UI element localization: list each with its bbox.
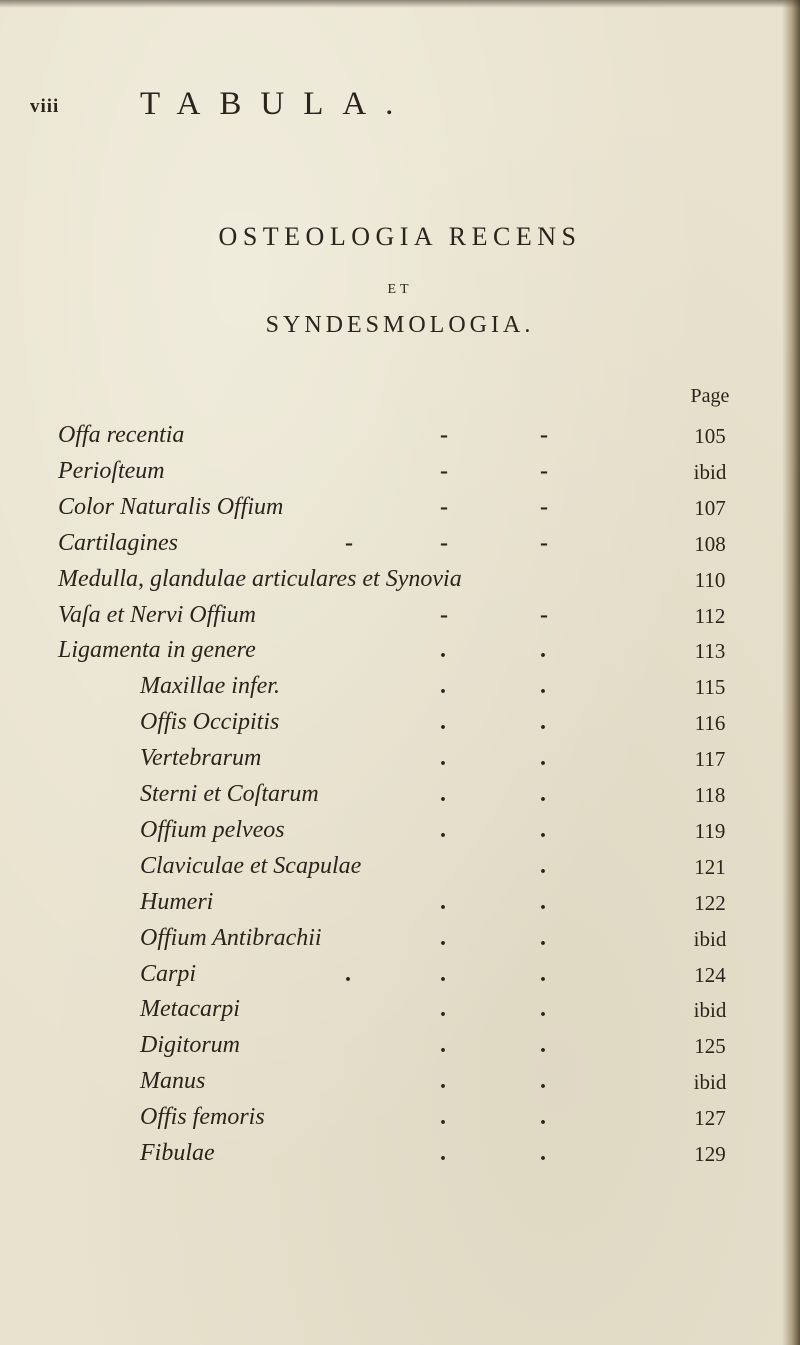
toc-leader-mark: . — [540, 816, 546, 843]
toc-leader-mark: . — [540, 996, 546, 1023]
toc-row — [0, 889, 800, 925]
toc-leader-mark: . — [540, 745, 546, 772]
toc-page-number: 125 — [694, 1034, 726, 1059]
toc-row — [0, 637, 800, 673]
toc-page-number: 110 — [694, 567, 726, 592]
toc-entry-title: Carpi — [140, 960, 197, 987]
toc-row — [0, 709, 800, 745]
toc-page-number: ibid — [693, 926, 727, 951]
toc-row — [0, 925, 800, 961]
toc-entry-title: Medulla, glandulae articulares et Synovia — [58, 565, 462, 592]
toc-leader-mark: . — [540, 637, 546, 664]
toc-leader-mark: . — [440, 1032, 446, 1059]
toc-entry-title: Offis femoris — [140, 1104, 265, 1131]
toc-leader-mark: - — [540, 422, 548, 448]
toc-leader-mark: . — [540, 1032, 546, 1059]
section-title-conjunction: ET — [387, 282, 413, 297]
toc-entry-title: Fibulae — [140, 1140, 215, 1166]
toc-entry-title: Vertebrarum — [140, 745, 262, 772]
toc-leader-mark: . — [540, 709, 546, 736]
toc-page-number: 127 — [694, 1106, 726, 1131]
toc-leader-mark: . — [440, 673, 446, 700]
toc-row — [0, 1140, 800, 1176]
toc-page-number: 124 — [694, 962, 726, 987]
toc-leader-mark: . — [540, 781, 546, 807]
toc-page-number: 107 — [694, 495, 726, 520]
toc-row — [0, 422, 800, 458]
toc-leader-mark: - — [440, 457, 448, 484]
toc-leader-mark: . — [440, 1068, 446, 1095]
toc-page-number: 119 — [694, 818, 726, 843]
toc-leader-mark: . — [540, 1068, 546, 1095]
toc-leader-mark: - — [345, 529, 353, 556]
toc-leader-mark: . — [540, 1104, 546, 1131]
toc-page-number: 112 — [694, 603, 726, 628]
running-head: TABULA. — [140, 86, 413, 122]
toc-row — [0, 1032, 800, 1068]
toc-leader-mark: - — [440, 493, 448, 520]
toc-entry-title: Perioſteum — [58, 457, 165, 484]
toc-row — [0, 745, 800, 781]
toc-row — [0, 458, 800, 494]
toc-entry-title: Claviculae et Scapulae — [140, 852, 362, 879]
toc-leader-mark: . — [440, 996, 446, 1023]
toc-entry-title: Manus — [140, 1068, 206, 1095]
toc-leader-mark: . — [440, 816, 446, 843]
toc-leader-mark: . — [345, 960, 351, 987]
toc-row — [0, 566, 800, 602]
page-column-header: Page — [690, 385, 730, 407]
toc-entry-title: Cartilagines — [58, 529, 179, 556]
toc-entry-title: Offis Occipitis — [140, 709, 280, 736]
toc-page-number: 108 — [694, 531, 726, 556]
toc-entry-title: Digitorum — [140, 1032, 241, 1059]
toc-page-number: 113 — [694, 639, 726, 664]
toc-page-number: ibid — [693, 459, 727, 484]
toc-leader-mark: . — [540, 1140, 546, 1166]
toc-leader-mark: - — [540, 493, 548, 520]
page-folio: viii — [30, 96, 60, 117]
toc-leader-mark: . — [440, 781, 446, 807]
toc-entry-title: Offa recentia — [58, 422, 185, 448]
toc-leader-mark: . — [440, 1104, 446, 1131]
toc-row — [0, 602, 800, 638]
toc-entry-title: Metacarpi — [140, 996, 240, 1023]
toc-entry-title: Color Naturalis Offium — [58, 493, 284, 520]
toc-row — [0, 1104, 800, 1140]
toc-row — [0, 961, 800, 997]
toc-leader-mark: . — [440, 960, 446, 987]
toc-row — [0, 530, 800, 566]
toc-leader-mark: - — [440, 422, 448, 448]
toc-row — [0, 996, 800, 1032]
toc-page-number: ibid — [693, 1070, 727, 1095]
toc-entry-title: Offium Antibrachii — [140, 924, 322, 951]
toc-page-number: ibid — [693, 998, 727, 1023]
toc-row — [0, 853, 800, 889]
page-top-shadow — [0, 0, 800, 8]
toc-leader-mark: - — [540, 457, 548, 484]
toc-leader-mark: - — [440, 601, 448, 628]
toc-entry-title: Sterni et Coſtarum — [140, 781, 319, 807]
toc-page-number: 121 — [694, 854, 726, 879]
toc-leader-mark: . — [440, 924, 446, 951]
toc-leader-mark: - — [440, 529, 448, 556]
toc-leader-mark: - — [540, 601, 548, 628]
toc-page-number: 116 — [694, 711, 726, 736]
toc-leader-mark: . — [540, 924, 546, 951]
toc-page-number: 122 — [694, 890, 726, 915]
toc-leader-mark: . — [440, 745, 446, 772]
toc-page-number: 129 — [694, 1142, 726, 1166]
toc-page-number: 105 — [694, 424, 726, 448]
toc-leader-mark: . — [440, 709, 446, 736]
toc-row — [0, 1068, 800, 1104]
toc-page-number: 117 — [694, 747, 726, 772]
section-title: OSTEOLOGIA RECENS — [218, 222, 582, 251]
section-subtitle: SYNDESMOLOGIA. — [265, 312, 535, 338]
toc-entry-title: Ligamenta in genere — [58, 637, 256, 664]
toc-leader-mark: . — [540, 852, 546, 879]
toc-page-number: 118 — [694, 783, 726, 807]
toc-entry-title: Vaſa et Nervi Offium — [58, 601, 256, 628]
toc-leader-mark: . — [440, 1140, 446, 1166]
toc-row — [0, 781, 800, 817]
toc-row — [0, 494, 800, 530]
toc-entry-title: Offium pelveos — [140, 816, 285, 843]
toc-leader-mark: - — [540, 529, 548, 556]
toc-entry-title: Maxillae infer. — [140, 673, 280, 700]
toc-row — [0, 817, 800, 853]
toc-entry-title: Humeri — [140, 888, 214, 915]
toc-leader-mark: . — [540, 888, 546, 915]
toc-row — [0, 673, 800, 709]
toc-leader-mark: . — [440, 888, 446, 915]
toc-leader-mark: . — [540, 673, 546, 700]
toc-page-number: 115 — [694, 675, 726, 700]
toc-leader-mark: . — [540, 960, 546, 987]
toc-leader-mark: . — [440, 637, 446, 664]
